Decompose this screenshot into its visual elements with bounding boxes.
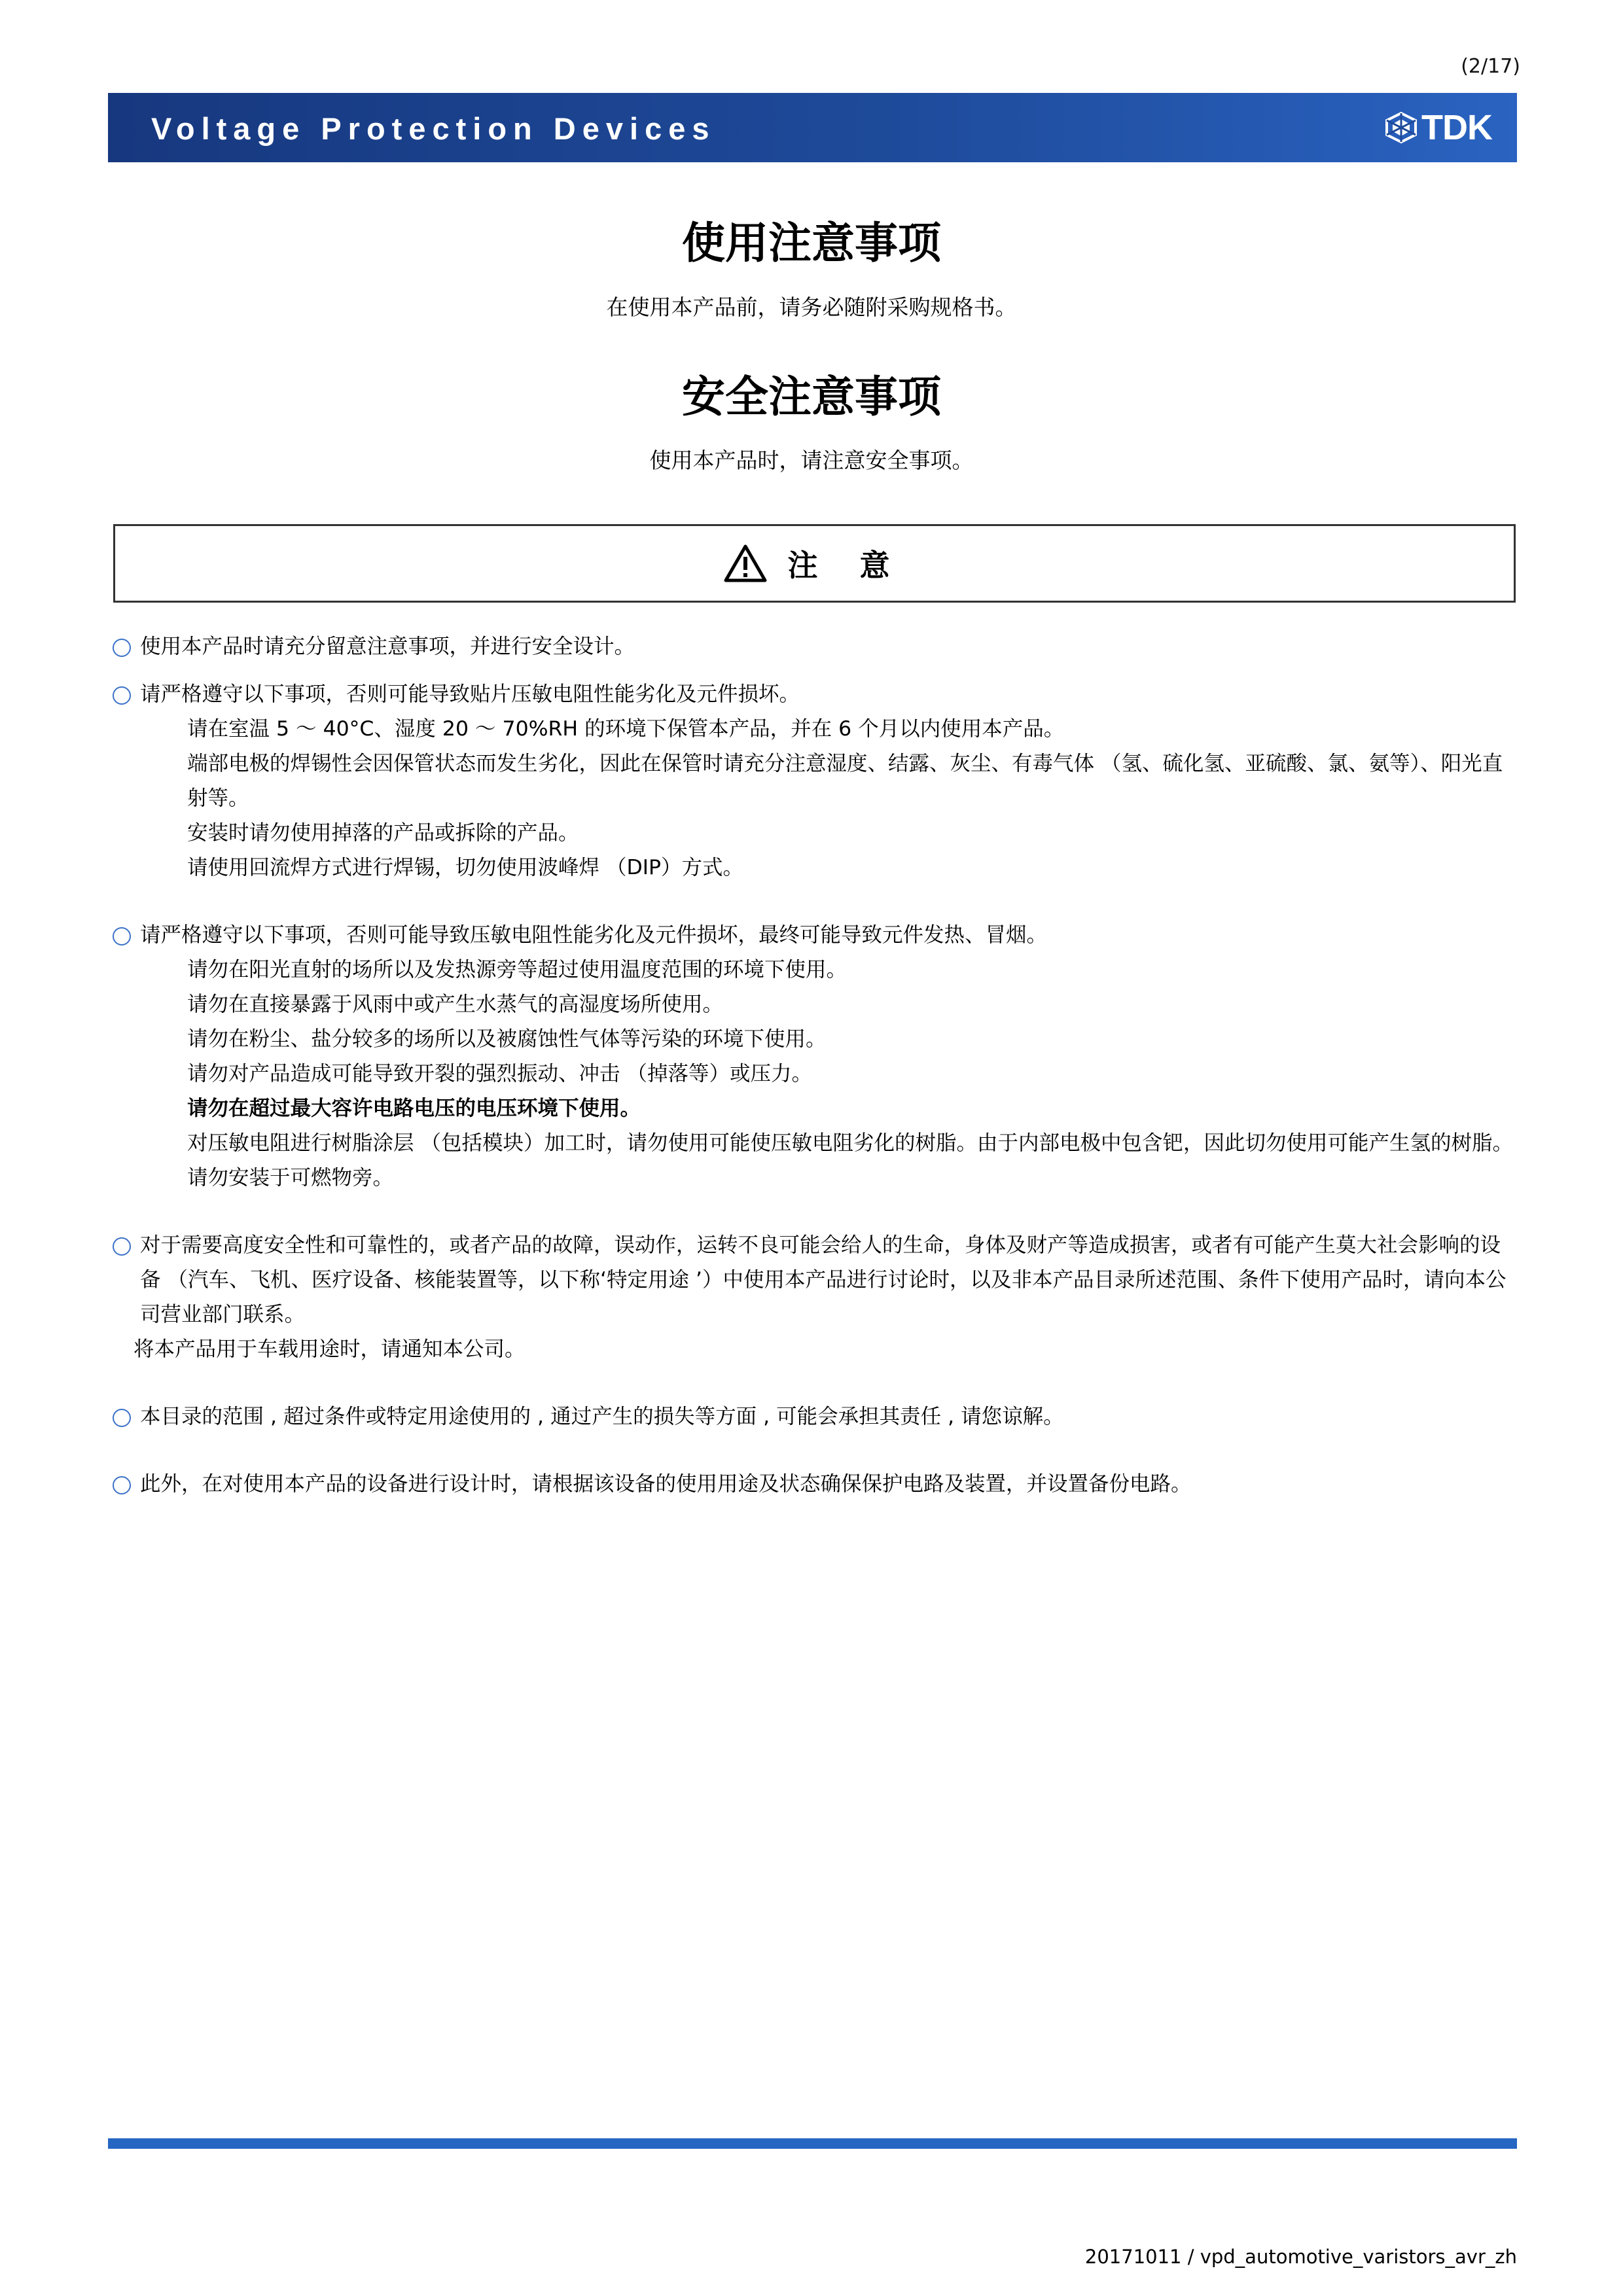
- circle-bullet-icon: [113, 1237, 131, 1256]
- tdk-logo-icon: [1385, 111, 1418, 144]
- list-item: [113, 1228, 1520, 1332]
- circle-bullet-icon: [113, 686, 131, 705]
- footer-bar: [108, 2138, 1517, 2149]
- item-text: 请严格遵守以下事项，否则可能导致贴片压敏电阻性能劣化及元件损坏。: [140, 682, 800, 706]
- sub-item: 请使用回流焊方式进行焊锡，切勿使用波峰焊 （DIP）方式。: [187, 856, 744, 879]
- header-banner: [108, 93, 1517, 162]
- tdk-logo-text: TDK: [1421, 108, 1492, 147]
- list-item: [113, 629, 1520, 664]
- list-item: [113, 918, 1520, 1195]
- item-text: 本目录的范围 , 超过条件或特定用途使用的 , 通过产生的损失等方面 , 可能会承担其责任 , 请您谅解。: [140, 1405, 1064, 1428]
- sub-item: 请在室温 5 ～ 40°C、湿度 20 ～ 70%RH 的环境下保管本产品，并在 6 个月以内使用本产品。: [187, 717, 1065, 741]
- list-item: [113, 1467, 1520, 1502]
- sub-item: 端部电极的焊锡性会因保管状态而发生劣化，因此在保管时请充分注意湿度、结露、灰尘、有毒气体 （氢、硫化氢、亚硫酸、氯、氨等）、阳光直射等。: [187, 752, 1503, 810]
- sub-list: [140, 953, 1520, 1195]
- usage-notes-heading: 使用注意事项: [682, 218, 941, 268]
- caution-list: [113, 629, 1520, 1502]
- safety-notes-heading: 安全注意事项: [682, 372, 941, 422]
- warning-triangle-icon: [723, 544, 768, 583]
- caution-title: 注 意: [787, 548, 906, 583]
- item-text: 对于需要高度安全性和可靠性的，或者产品的故障，误动作，运转不良可能会给人的生命，身体及财产等造成损害，或者有可能产生莫大社会影响的设备 （汽车、飞机、医疗设备、核能装置等，以下称‘特定用途 ’）中使用本产品进行讨论时，以及非本产品目录所述范围、条件下使用产品时，请向本公司营业部门联系。: [140, 1233, 1507, 1326]
- circle-bullet-icon: [113, 927, 131, 945]
- sub-item: 安装时请勿使用掉落的产品或拆除的产品。: [187, 821, 579, 845]
- sub-item: 对压敏电阻进行树脂涂层 （包括模块）加工时，请勿使用可能使压敏电阻劣化的树脂。由于内部电极中包含钯，因此切勿使用可能产生氢的树脂。: [187, 1131, 1514, 1155]
- circle-bullet-icon: [113, 1409, 131, 1427]
- footer-document-id: 20171011 / vpd_automotive_varistors_avr_zh: [1084, 2246, 1517, 2268]
- header-title: Voltage Protection Devices: [151, 111, 716, 146]
- tdk-logo: [1385, 110, 1492, 145]
- caution-box: [113, 524, 1516, 603]
- item-text: 此外，在对使用本产品的设备进行设计时，请根据该设备的使用用途及状态确保保护电路及装置，并设置备份电路。: [140, 1472, 1192, 1496]
- page-number: (2/17): [1461, 55, 1520, 78]
- circle-bullet-icon: [113, 1476, 131, 1494]
- circle-bullet-icon: [113, 639, 131, 657]
- usage-notes-text: 在使用本产品前，请务必随附采购规格书。: [606, 294, 1017, 320]
- safety-notes-text: 使用本产品时，请注意安全事项。: [649, 448, 974, 473]
- list-item: [113, 1400, 1520, 1434]
- sub-item: 请勿在直接暴露于风雨中或产生水蒸气的高湿度场所使用。: [187, 993, 724, 1016]
- sub-item: 请勿在阳光直射的场所以及发热源旁等超过使用温度范围的环境下使用。: [187, 958, 847, 981]
- item-note: 将本产品用于车载用途时，请通知本公司。: [134, 1337, 526, 1361]
- list-item: [113, 677, 1520, 885]
- sub-item-bold: 请勿在超过最大容许电路电压的电压环境下使用。: [187, 1097, 641, 1120]
- sub-list: [140, 712, 1520, 885]
- item-text: 使用本产品时请充分留意注意事项，并进行安全设计。: [140, 635, 635, 658]
- item-text: 请严格遵守以下事项，否则可能导致压敏电阻性能劣化及元件损坏，最终可能导致元件发热、冒烟。: [140, 923, 1048, 947]
- sub-item: 请勿安装于可燃物旁。: [187, 1166, 394, 1190]
- sub-item: 请勿对产品造成可能导致开裂的强烈振动、冲击 （掉落等）或压力。: [187, 1062, 813, 1086]
- sub-item: 请勿在粉尘、盐分较多的场所以及被腐蚀性气体等污染的环境下使用。: [187, 1027, 827, 1051]
